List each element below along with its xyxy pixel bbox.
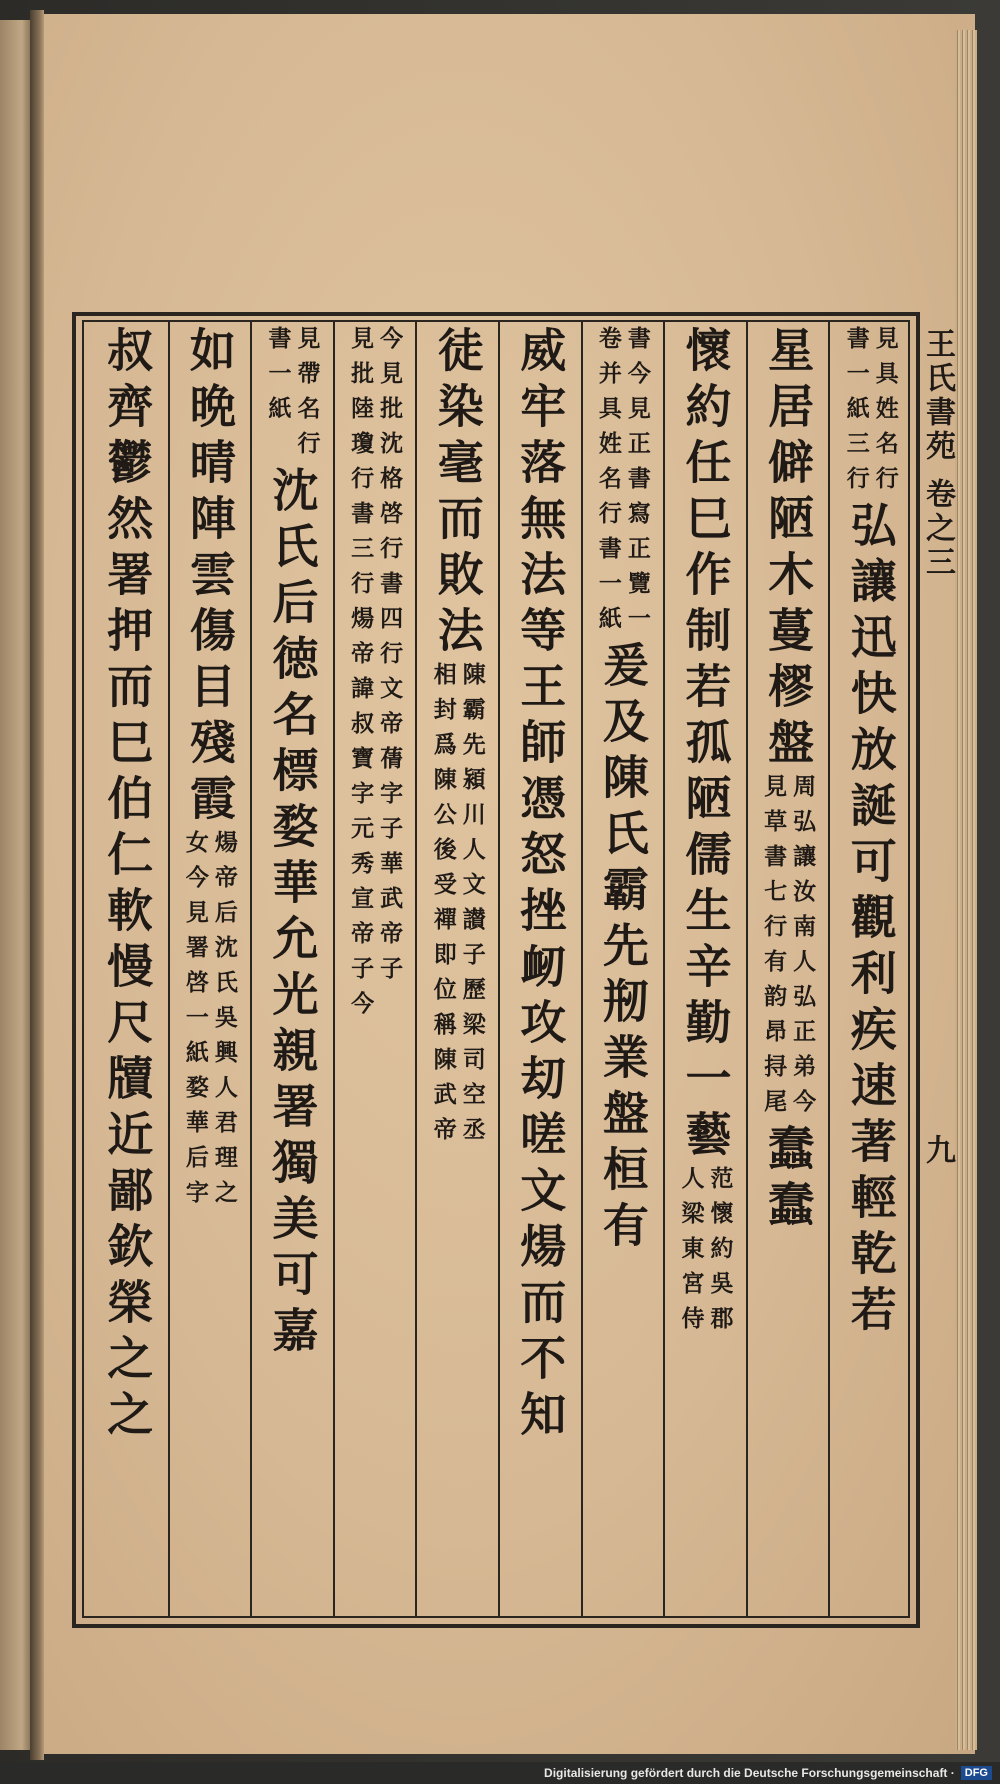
annotation-left: 書一紙三行 [842,326,870,501]
annotation-left: 人梁東宮侍 [677,1166,705,1341]
text-column [416,326,499,1616]
annotation-pair [594,326,651,641]
annotation-pair [677,1166,734,1341]
main-text: 懷約任巳作制若孤陋儒生辛勤一藝 [678,326,733,1166]
annotation-pair [429,662,486,1152]
text-column [499,326,582,1616]
annotation-left: 女今見署啓一紙婺華后字 [181,830,209,1215]
dfg-logo: DFG [961,1766,992,1780]
annotation-left: 書一紙 [264,326,292,431]
text-column [829,326,912,1616]
footer-credit: Digitalisierung gefördert durch die Deutsche Forschungsgemeinschaft · [544,1766,955,1780]
annotation-right: 見帶名行 [293,326,321,466]
book-title: 王氏書苑 [920,328,955,464]
annotation-right: 陳霸先潁川人文讃子歷梁司空丞 [458,662,486,1152]
main-text: 蠢蠢 [761,1124,816,1236]
binding-gutter [30,10,44,1760]
juan-label: 卷之三 [920,478,955,580]
main-text: 威牢落無法等王師憑怒挫衂攻刧嗟文煬而不知 [513,326,568,1446]
text-column [747,326,830,1616]
main-text: 叔齊鬱然署押而巳伯仁軟慢尺牘近鄙欽榮之之 [100,326,155,1446]
main-text: 徒染毫而敗法 [430,326,485,662]
annotation-left: 見草書七行有韵昂挦尾 [760,774,788,1124]
main-text: 星居僻陋木蔓樛盤 [761,326,816,774]
annotation-right: 煬帝后沈氏吳興人君理之 [210,830,238,1215]
annotation-right: 周弘讓汝南人弘正弟今 [789,774,817,1124]
text-column [334,326,417,1616]
annotation-left: 見批陸瓊行書三行煬帝諱叔寶字元秀宣帝子今 [347,326,375,1026]
annotation-pair [181,830,238,1215]
block-margin [920,322,954,1622]
text-column [664,326,747,1616]
page-fore-edge [955,30,977,1750]
annotation-pair [347,326,404,1026]
annotation-pair [760,774,817,1124]
digitization-footer [0,1762,1000,1784]
main-text: 弘讓迅快放誕可觀利疾速著輕乾若 [843,501,898,1341]
text-column [86,326,169,1616]
annotation-left: 相封爲陳公後受禪即位稱陳武帝 [429,662,457,1152]
folio-number: 九 [920,1134,955,1168]
text-column [582,326,665,1616]
main-text: 爰及陳氏霸先剏業盤桓有 [595,641,650,1257]
annotation-pair [842,326,899,501]
main-text: 沈氏后徳名標婺華允光親署獨美可嘉 [265,466,320,1362]
text-column [251,326,334,1616]
main-text: 如晩晴陣雲傷目殘霞 [182,326,237,830]
annotation-right: 今見批沈格啓行書四行文帝蒨字子華武帝子 [376,326,404,991]
annotation-left: 卷并具姓名行書一紙 [594,326,622,641]
annotation-right: 書今見正書寫正覽一 [623,326,651,641]
text-column [169,326,252,1616]
annotation-right: 范懷約吳郡 [706,1166,734,1341]
annotation-pair [264,326,321,466]
annotation-right: 見具姓名行 [871,326,899,501]
